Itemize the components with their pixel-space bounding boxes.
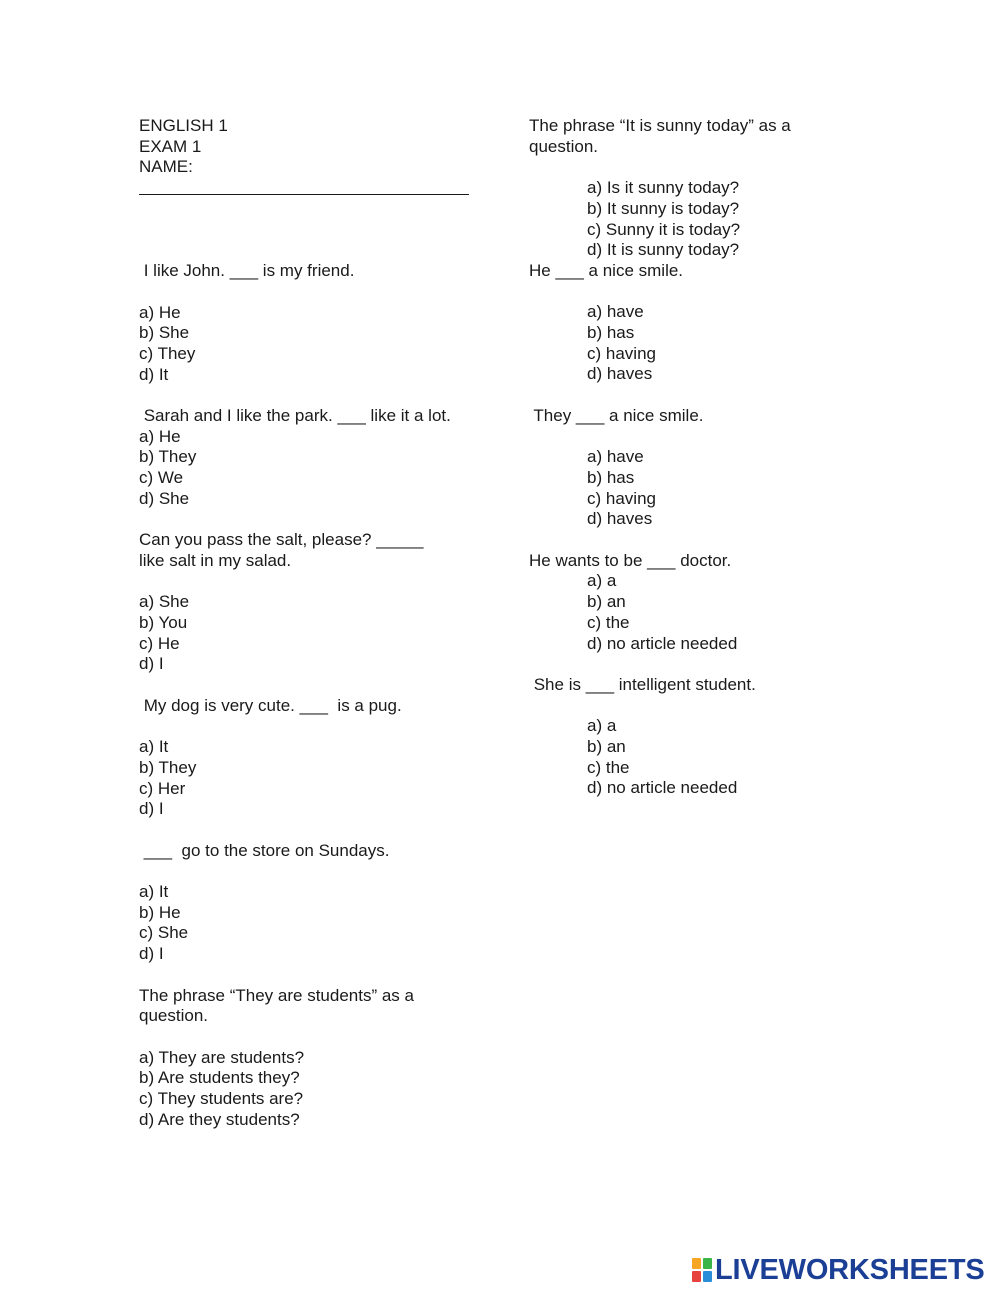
answer-option[interactable]: b) It sunny is today?: [587, 198, 740, 218]
liveworksheets-logo[interactable]: [692, 1255, 985, 1285]
answer-option[interactable]: c) having: [587, 488, 656, 508]
question-prompt: She is ___ intelligent student.: [529, 674, 756, 694]
answer-option[interactable]: a) have: [587, 302, 644, 322]
question-8: [529, 261, 829, 385]
logo-tile: [703, 1271, 712, 1282]
answer-option[interactable]: c) We: [139, 468, 184, 488]
answer-option[interactable]: d) It: [139, 364, 169, 384]
answer-option[interactable]: c) the: [587, 612, 630, 632]
exam-title: EXAM 1: [139, 136, 202, 156]
liveworksheets-logo-icon: [692, 1258, 712, 1282]
question-6: [139, 986, 479, 1131]
question-prompt: The phrase “It is sunny today” as a question.: [529, 116, 791, 156]
right-column: [529, 116, 829, 799]
answer-option[interactable]: d) no article needed: [587, 778, 738, 798]
answer-option[interactable]: a) It: [139, 737, 169, 757]
answer-option[interactable]: b) has: [587, 323, 635, 342]
answer-option[interactable]: d) I: [139, 799, 164, 819]
answer-option[interactable]: d) no article needed: [587, 633, 738, 653]
answer-option[interactable]: b) an: [587, 592, 626, 612]
question-9: [529, 406, 829, 530]
answer-option[interactable]: c) Her: [139, 778, 186, 798]
answer-option[interactable]: d) haves: [587, 364, 653, 384]
question-2: [139, 406, 479, 510]
question-prompt: Can you pass the salt, please? _____ like salt in my salad.: [139, 530, 424, 570]
question-1: [139, 261, 479, 385]
answer-option[interactable]: d) I: [139, 654, 164, 674]
answer-option[interactable]: a) a: [587, 716, 617, 736]
answer-option[interactable]: b) has: [587, 467, 635, 487]
answer-option[interactable]: b) He: [139, 902, 181, 922]
answer-option[interactable]: c) They: [139, 343, 196, 363]
question-10: [529, 551, 829, 655]
answer-option[interactable]: a) They are students?: [139, 1047, 305, 1067]
answer-option[interactable]: c) the: [587, 757, 630, 777]
answer-option[interactable]: d) She: [139, 488, 190, 508]
answer-option[interactable]: a) Is it sunny today?: [587, 178, 740, 198]
answer-option[interactable]: c) They students are?: [139, 1089, 304, 1109]
name-line[interactable]: [139, 178, 469, 195]
course-title: ENGLISH 1: [139, 116, 228, 135]
answer-option[interactable]: d) haves: [587, 509, 653, 529]
answer-option[interactable]: d) Are they students?: [139, 1109, 300, 1129]
logo-tile: [703, 1258, 712, 1269]
question-prompt: He wants to be ___ doctor.: [529, 550, 732, 570]
question-prompt: ___ go to the store on Sundays.: [139, 840, 390, 860]
answer-option[interactable]: b) They: [139, 757, 197, 777]
answer-option[interactable]: c) She: [139, 923, 189, 943]
question-3: [139, 530, 479, 675]
question-4: [139, 696, 479, 820]
answer-option[interactable]: b) They: [139, 447, 197, 467]
question-11: [529, 675, 829, 799]
answer-option[interactable]: b) She: [139, 323, 190, 343]
question-prompt: My dog is very cute. ___ is a pug.: [139, 695, 402, 715]
answer-option[interactable]: a) have: [587, 447, 644, 467]
left-column: [139, 116, 479, 1130]
logo-text: LIVEWORKSHEETS: [715, 1253, 985, 1286]
question-prompt: They ___ a nice smile.: [529, 405, 704, 425]
question-5: [139, 841, 479, 965]
answer-option[interactable]: b) You: [139, 613, 188, 632]
answer-option[interactable]: b) an: [587, 736, 626, 756]
question-prompt: He ___ a nice smile.: [529, 260, 684, 280]
question-prompt: The phrase “They are students” as a question.: [139, 985, 414, 1026]
answer-option[interactable]: a) He: [139, 426, 181, 446]
name-label: NAME:: [139, 157, 193, 177]
answer-option[interactable]: c) Sunny it is today?: [587, 219, 741, 239]
logo-tile: [692, 1258, 701, 1269]
answer-option[interactable]: a) a: [587, 571, 617, 591]
answer-option[interactable]: d) It is sunny today?: [587, 240, 740, 260]
answer-option[interactable]: a) He: [139, 302, 181, 322]
answer-option[interactable]: c) having: [587, 343, 656, 363]
question-prompt: Sarah and I like the park. ___ like it a lot.: [139, 406, 451, 425]
answer-option[interactable]: a) It: [139, 882, 169, 902]
logo-tile: [692, 1271, 701, 1282]
answer-option[interactable]: a) She: [139, 592, 190, 612]
question-7: [529, 116, 829, 261]
question-prompt: I like John. ___ is my friend.: [139, 261, 355, 281]
answer-option[interactable]: b) Are students they?: [139, 1068, 300, 1088]
answer-option[interactable]: d) I: [139, 944, 164, 964]
answer-option[interactable]: c) He: [139, 633, 180, 653]
